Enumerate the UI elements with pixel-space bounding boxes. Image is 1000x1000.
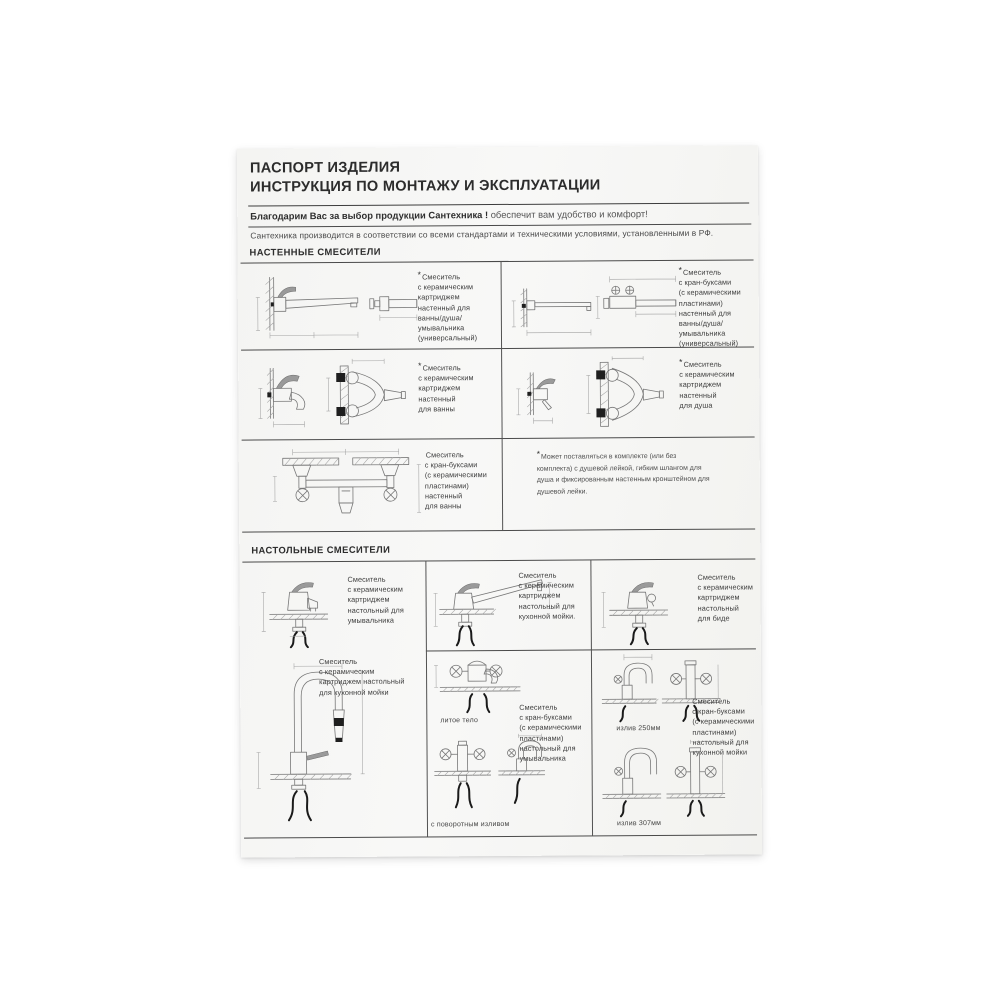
page-title-line1: ПАСПОРТ ИЗДЕЛИЯ bbox=[249, 159, 401, 177]
desk-kitchen-valves-307-drawing bbox=[598, 738, 728, 819]
wall-table-row-divider-1 bbox=[241, 346, 754, 350]
wall-cell-5-text: Смеситель с кран-буксами (с керамическими пластинами) настенный для ванны bbox=[424, 450, 487, 511]
desk-cell-3 bbox=[697, 572, 757, 623]
wall-cell-3-text: Смеситель с керамическим картриджем настенный для ванны bbox=[418, 363, 474, 414]
desk-basin-swivel-drawing bbox=[428, 733, 549, 820]
desk-cell-5-text: Смеситель с кран-буксами (с керамическими пластинами) настольный для умывальника bbox=[519, 702, 582, 763]
wall-mixers-heading: НАСТЕННЫЕ СМЕСИТЕЛИ bbox=[249, 245, 381, 258]
instruction-sheet bbox=[237, 145, 762, 857]
tagline bbox=[250, 207, 750, 221]
desk-basin-cartridge-drawing bbox=[257, 568, 343, 649]
wall-footnote-text: Может поставляться в комплекте (или без комплекта) с душевой лейкой, гибким шлангом для душа и фиксированным настенным кронштейном для душевой лейки. bbox=[536, 452, 710, 496]
desk-cell-4-text: Смеситель с керамическим картриджем настольный для кухонной мойки bbox=[318, 656, 405, 697]
desk-cell-2 bbox=[518, 570, 588, 621]
desk-table-border-top bbox=[242, 558, 755, 562]
compliance-note: Сантехника производится в соответствии со всеми стандартами и техническими условиями, установленными в РФ. bbox=[250, 227, 714, 241]
header-rule-bottom bbox=[248, 223, 751, 227]
page-title bbox=[250, 157, 601, 198]
swivel-spout-caption: с поворотным изливом bbox=[430, 820, 510, 829]
wall-table-border-top bbox=[241, 259, 754, 263]
wall-table-border-bottom bbox=[242, 528, 755, 532]
tagline-rest: обеспечит вам удобство и комфорт! bbox=[488, 208, 648, 221]
wall-universal-cartridge-drawing bbox=[250, 271, 420, 342]
desk-cell-6-text: Смеситель с кран-буксами (с керамическими пластинами) настольный для кухонной мойки bbox=[692, 696, 755, 757]
wall-bath-cartridge-drawing bbox=[252, 357, 420, 434]
asterisk-marker: * bbox=[678, 264, 683, 275]
wall-cell-2-text: Смеситель с кран-буксами (с керамическими пластинами) настенный для ванны/душа/ умывальника (универсальный) bbox=[678, 267, 741, 349]
wall-cell-1 bbox=[418, 269, 496, 344]
wall-footnote bbox=[537, 445, 753, 498]
desk-cell-4 bbox=[319, 656, 423, 697]
desk-table-border-bottom bbox=[244, 834, 757, 838]
desk-bidet-cartridge-drawing bbox=[595, 566, 687, 647]
wall-shower-cartridge-drawing bbox=[508, 356, 676, 435]
wall-cell-2 bbox=[679, 264, 758, 349]
page-title-line2: ИНСТРУКЦИЯ ПО МОНТАЖУ И ЭКСПЛУАТАЦИИ bbox=[250, 177, 601, 196]
spout-250-caption: излив 250мм bbox=[616, 725, 661, 733]
tagline-brand: Благодарим Вас за выбор продукции Сантехника ! bbox=[250, 209, 489, 222]
asterisk-marker: * bbox=[417, 269, 422, 280]
wall-cell-1-text: Смеситель с керамическим картриджем настенный для ванны/душа/ умывальника (универсальный) bbox=[417, 272, 478, 343]
wall-cell-4-text: Смеситель с керамическим картриджем настенный для душа bbox=[679, 359, 735, 410]
desk-cell-3-text: Смеситель с керамическим картриджем настольный для биде bbox=[697, 572, 753, 623]
asterisk-marker: * bbox=[536, 448, 541, 459]
desk-mixers-heading: НАСТОЛЬНЫЕ СМЕСИТЕЛИ bbox=[251, 543, 391, 556]
cast-body-caption: литое тело bbox=[440, 717, 479, 725]
wall-universal-valves-drawing bbox=[508, 270, 680, 343]
wall-cell-4 bbox=[679, 356, 757, 410]
wall-cell-3 bbox=[418, 360, 496, 414]
desk-basin-valves-cast-drawing bbox=[434, 653, 526, 716]
spout-307-caption: излив 307мм bbox=[616, 820, 662, 828]
desk-cell-1 bbox=[347, 574, 421, 625]
wall-table-row-divider-2 bbox=[242, 436, 755, 440]
desk-cell-1-text: Смеситель с керамическим картриджем настольный для умывальника bbox=[347, 574, 404, 625]
wall-cell-5 bbox=[425, 447, 503, 512]
desk-cell-2-text: Смеситель с керамическим картриджем настольный для кухонной мойки. bbox=[518, 570, 576, 621]
asterisk-marker: * bbox=[679, 356, 683, 367]
asterisk-marker: * bbox=[418, 360, 422, 371]
desk-table-column-divider-1 bbox=[425, 560, 428, 836]
wall-bath-valves-drawing bbox=[267, 445, 429, 528]
header-rule-top bbox=[248, 202, 749, 206]
desk-table-column-divider-2 bbox=[590, 559, 593, 835]
